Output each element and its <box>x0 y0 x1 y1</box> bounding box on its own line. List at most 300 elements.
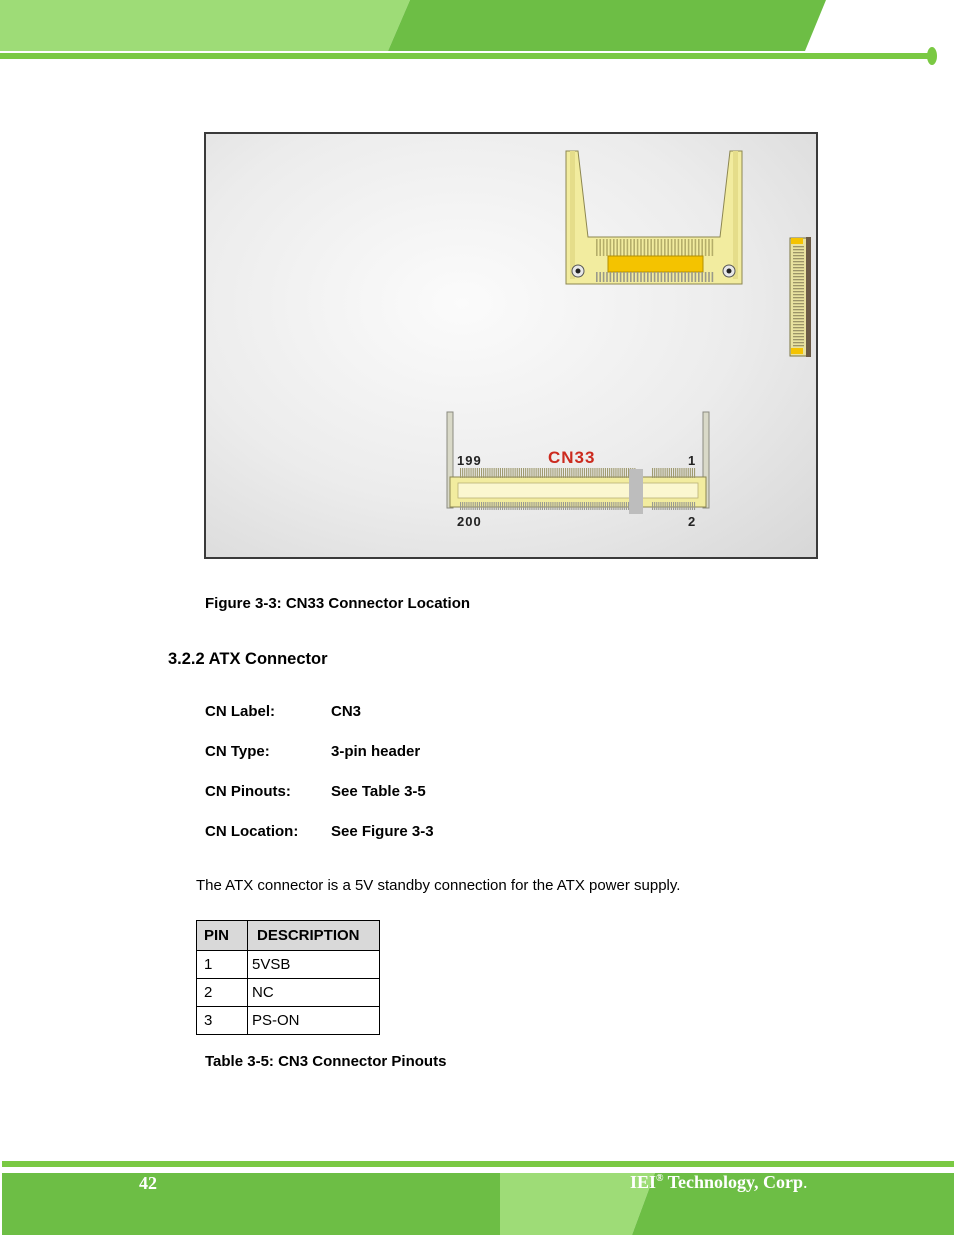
connector-pin <box>691 239 693 256</box>
connector-pin <box>479 502 480 510</box>
connector-pin <box>613 468 614 478</box>
connector-pin <box>468 502 469 510</box>
table-caption: Table 3-5: CN3 Connector Pinouts <box>205 1053 447 1070</box>
connector-pin <box>576 502 577 510</box>
table-header-pin: PIN <box>197 921 248 951</box>
connector-pin <box>613 502 614 510</box>
connector-pin <box>527 502 528 510</box>
connector-pin <box>605 502 606 510</box>
connector-pin <box>504 502 505 510</box>
connector-pin <box>622 502 623 510</box>
connector-pin <box>624 468 625 478</box>
connector-pin <box>684 468 685 478</box>
connector-pin <box>471 502 472 510</box>
connector-pin <box>692 502 693 510</box>
connector-pin <box>671 239 673 256</box>
connector-pin <box>691 272 693 282</box>
connector-pin <box>679 502 680 510</box>
connector-pin <box>571 502 572 510</box>
connector-pin <box>559 502 560 510</box>
connector-pin <box>620 272 622 282</box>
connector-pin <box>473 502 474 510</box>
connector-pin <box>513 502 514 510</box>
connector-pin <box>671 468 672 478</box>
connector-pin <box>485 468 486 478</box>
connector-pin <box>609 502 610 510</box>
table-cell-pin: 2 <box>197 979 248 1007</box>
connector-pin <box>540 468 541 478</box>
connector-pin <box>679 468 680 478</box>
connector-pin <box>618 468 619 478</box>
spec-label-cn-type: CN Type: <box>205 743 270 760</box>
connector-pin <box>597 468 598 478</box>
connector-pin <box>671 502 672 510</box>
connector-pin <box>686 468 687 478</box>
footer-banner <box>0 1158 954 1235</box>
table-row <box>197 951 380 979</box>
connector-pin <box>656 468 657 478</box>
connector-pin <box>793 330 804 331</box>
board-figure <box>204 132 818 559</box>
connector-pin <box>519 468 520 478</box>
connector-pin <box>536 502 537 510</box>
connector-pin <box>496 502 497 510</box>
connector-pin <box>657 272 659 282</box>
figure-caption: Figure 3-3: CN33 Connector Location <box>205 595 471 612</box>
connector-pin <box>557 468 558 478</box>
table-row <box>197 979 380 1007</box>
connector-pin <box>640 239 642 256</box>
connector-pin <box>654 239 656 256</box>
connector-pin <box>506 468 507 478</box>
connector-pin <box>544 502 545 510</box>
connector-pin <box>677 502 678 510</box>
connector-pin <box>466 468 467 478</box>
connector-pin <box>613 272 615 282</box>
connector-pin <box>582 468 583 478</box>
connector-pin <box>667 239 669 256</box>
connector-pin <box>663 468 664 478</box>
connector-pin <box>510 468 511 478</box>
connector-pin <box>571 468 572 478</box>
connector-pin <box>588 502 589 510</box>
connector-pin <box>793 312 804 313</box>
connector-pin <box>521 468 522 478</box>
connector-pin <box>513 468 514 478</box>
connector-pin <box>793 315 804 316</box>
connector-pin <box>471 468 472 478</box>
table-header-row <box>197 921 380 951</box>
connector-pin <box>674 239 676 256</box>
connector-pin <box>592 502 593 510</box>
connector-pin <box>613 239 615 256</box>
connector-pin <box>610 272 612 282</box>
connector-pin <box>708 239 710 256</box>
connector-pin <box>487 468 488 478</box>
connector-pin <box>487 502 488 510</box>
connector-pin <box>793 321 804 322</box>
connector-pin <box>793 282 804 283</box>
connector-pin <box>546 468 547 478</box>
company-name-rest: Technology, Corp <box>663 1172 804 1192</box>
page-number: 42 <box>139 1173 157 1193</box>
connector-pin <box>599 468 600 478</box>
connector-pin <box>674 272 676 282</box>
connector-pin <box>793 342 804 343</box>
connector-pin <box>523 468 524 478</box>
connector-pin <box>793 300 804 301</box>
pin-199-label: 199 <box>457 453 482 468</box>
connector-pin <box>650 272 652 282</box>
connector-pin <box>644 272 646 282</box>
connector-pin <box>793 264 804 265</box>
connector-pin <box>538 468 539 478</box>
connector-pin <box>616 239 618 256</box>
connector-pin <box>698 239 700 256</box>
connector-pin <box>519 502 520 510</box>
connector-pin <box>462 502 463 510</box>
connector-pin <box>667 502 668 510</box>
connector-pin <box>793 255 804 256</box>
connector-pin <box>481 502 482 510</box>
spec-value-cn-label: CN3 <box>331 703 362 720</box>
connector-pin <box>569 502 570 510</box>
registered-mark: ® <box>656 1173 664 1184</box>
connector-pin <box>793 297 804 298</box>
connector-pin <box>508 468 509 478</box>
connector-pin <box>500 468 501 478</box>
connector-pin <box>542 468 543 478</box>
connector-pin <box>603 272 605 282</box>
connector-pin <box>531 468 532 478</box>
connector-pin <box>567 502 568 510</box>
connector-pin <box>590 468 591 478</box>
connector-pin <box>686 502 687 510</box>
spec-label-cn-pinouts: CN Pinouts: <box>205 783 291 800</box>
pin-1-label: 1 <box>688 453 696 468</box>
connector-pin <box>620 468 621 478</box>
connector-pin <box>626 502 627 510</box>
connector-pin <box>473 468 474 478</box>
connector-pin <box>616 272 618 282</box>
connector-pin <box>599 272 601 282</box>
connector-pin <box>647 272 649 282</box>
connector-pin <box>596 272 598 282</box>
connector-pin <box>793 279 804 280</box>
connector-pin <box>630 272 632 282</box>
connector-pin <box>508 502 509 510</box>
connector-pin <box>695 239 697 256</box>
connector-pin <box>678 239 680 256</box>
connector-pin <box>793 267 804 268</box>
spec-value-cn-location: See Figure 3-3 <box>331 823 434 840</box>
connector-pin <box>667 272 669 282</box>
company-period: . <box>803 1172 808 1192</box>
connector-pin <box>534 468 535 478</box>
connector-pin <box>594 502 595 510</box>
connector-pin <box>701 272 703 282</box>
connector-pin <box>586 502 587 510</box>
connector-pin <box>793 336 804 337</box>
connector-pin <box>660 468 661 478</box>
connector-pin <box>555 502 556 510</box>
connector-pin <box>623 239 625 256</box>
connector-pin <box>565 502 566 510</box>
connector-pin <box>489 502 490 510</box>
connector-pin <box>548 468 549 478</box>
connector-pin <box>504 468 505 478</box>
connector-pin <box>460 502 461 510</box>
connector-pin <box>603 468 604 478</box>
connector-pin <box>627 272 629 282</box>
connector-pin <box>793 291 804 292</box>
connector-pin <box>793 327 804 328</box>
connector-pin <box>658 502 659 510</box>
connector-pin <box>506 502 507 510</box>
connector-pin <box>627 239 629 256</box>
connector-pin <box>793 303 804 304</box>
connector-pin <box>650 239 652 256</box>
connector-pin <box>515 502 516 510</box>
connector-pin <box>620 502 621 510</box>
connector-pin <box>592 468 593 478</box>
connector-pin <box>793 294 804 295</box>
connector-pin <box>494 502 495 510</box>
connector-pin <box>597 502 598 510</box>
connector-pin <box>615 502 616 510</box>
connector-pin <box>633 272 635 282</box>
connector-pin <box>599 502 600 510</box>
connector-pin <box>647 239 649 256</box>
connector-pin <box>694 502 695 510</box>
connector-pin <box>667 468 668 478</box>
connector-pin <box>561 468 562 478</box>
connector-pin <box>610 239 612 256</box>
section-title: 3.2.2 ATX Connector <box>168 650 328 668</box>
connector-pin <box>510 502 511 510</box>
connector-pin <box>665 468 666 478</box>
connector-pin <box>552 502 553 510</box>
connector-pin <box>681 272 683 282</box>
connector-pin <box>684 272 686 282</box>
connector-pin <box>607 468 608 478</box>
connector-pin <box>594 468 595 478</box>
pin-200-label: 200 <box>457 514 482 529</box>
connector-pin <box>601 468 602 478</box>
connector-pin <box>460 468 461 478</box>
connector-pin <box>694 468 695 478</box>
connector-pin <box>652 502 653 510</box>
connector-pin <box>496 468 497 478</box>
connector-pin <box>596 239 598 256</box>
connector-pin <box>673 468 674 478</box>
connector-pin <box>705 239 707 256</box>
connector-pin <box>464 468 465 478</box>
connector-pin <box>654 272 656 282</box>
connector-pin <box>688 468 689 478</box>
connector-pin <box>540 502 541 510</box>
connector-pin <box>712 272 714 282</box>
connector-pin <box>529 502 530 510</box>
table-cell-description: 5VSB <box>248 951 380 979</box>
connector-pin <box>525 468 526 478</box>
connector-pin <box>492 502 493 510</box>
connector-pin <box>483 468 484 478</box>
connector-pin <box>603 239 605 256</box>
connector-pin <box>678 272 680 282</box>
connector-pin <box>681 239 683 256</box>
connector-pin <box>675 502 676 510</box>
connector-pin <box>578 502 579 510</box>
connector-pin <box>793 249 804 250</box>
connector-pin <box>793 306 804 307</box>
connector-pin <box>485 502 486 510</box>
connector-pin <box>793 333 804 334</box>
connector-pin <box>661 272 663 282</box>
connector-pin <box>489 468 490 478</box>
connector-pin <box>701 239 703 256</box>
connector-pin <box>688 272 690 282</box>
fpc-connector <box>790 237 811 357</box>
spec-label-cn-location: CN Location: <box>205 823 299 840</box>
cf-socket <box>566 151 742 284</box>
connector-pin <box>527 468 528 478</box>
connector-pin <box>481 468 482 478</box>
connector-pin <box>677 468 678 478</box>
connector-pin <box>552 468 553 478</box>
connector-pin <box>669 502 670 510</box>
connector-pin <box>462 468 463 478</box>
connector-pin <box>793 339 804 340</box>
connector-pin <box>517 468 518 478</box>
connector-pin <box>626 468 627 478</box>
connector-pin <box>618 502 619 510</box>
connector-pin <box>599 239 601 256</box>
connector-pin <box>523 502 524 510</box>
connector-pin <box>515 468 516 478</box>
connector-pin <box>517 502 518 510</box>
connector-pin <box>588 468 589 478</box>
connector-pin <box>563 502 564 510</box>
connector-pin <box>698 272 700 282</box>
connector-pin <box>663 502 664 510</box>
connector-pin <box>793 246 804 247</box>
connector-pin <box>590 502 591 510</box>
connector-pin <box>492 468 493 478</box>
connector-pin <box>681 468 682 478</box>
connector-pin <box>494 468 495 478</box>
connector-pin <box>538 502 539 510</box>
cn33-label: CN33 <box>548 448 596 467</box>
connector-pin <box>637 239 639 256</box>
connector-pin <box>669 468 670 478</box>
connector-pin <box>695 272 697 282</box>
connector-pin <box>573 502 574 510</box>
connector-pin <box>584 502 585 510</box>
connector-pin <box>623 272 625 282</box>
board-diagram <box>206 134 816 557</box>
connector-pin <box>664 239 666 256</box>
spec-value-cn-pinouts: See Table 3-5 <box>331 783 426 800</box>
connector-pin <box>531 502 532 510</box>
connector-pin <box>793 270 804 271</box>
connector-pin <box>576 468 577 478</box>
connector-pin <box>475 502 476 510</box>
connector-pin <box>692 468 693 478</box>
company-brand: IEI <box>630 1172 657 1192</box>
connector-pin <box>580 468 581 478</box>
connector-pin <box>569 468 570 478</box>
connector-pin <box>684 239 686 256</box>
connector-pin <box>660 502 661 510</box>
connector-pin <box>708 272 710 282</box>
connector-pin <box>658 468 659 478</box>
connector-pin <box>684 502 685 510</box>
connector-pin <box>793 258 804 259</box>
table-header-description: DESCRIPTION <box>248 921 380 951</box>
connector-pin <box>565 468 566 478</box>
connector-pin <box>681 502 682 510</box>
connector-pin <box>479 468 480 478</box>
connector-pin <box>498 468 499 478</box>
connector-pin <box>468 468 469 478</box>
spec-value-cn-type: 3-pin header <box>331 743 421 760</box>
connector-pin <box>477 502 478 510</box>
connector-pin <box>630 239 632 256</box>
connector-pin <box>605 468 606 478</box>
connector-pin <box>671 272 673 282</box>
connector-pin <box>573 468 574 478</box>
connector-pin <box>793 252 804 253</box>
table-row <box>197 1007 380 1035</box>
connector-pin <box>477 468 478 478</box>
connector-pin <box>793 345 804 346</box>
connector-pin <box>466 502 467 510</box>
connector-pin <box>584 468 585 478</box>
connector-pin <box>620 239 622 256</box>
connector-pin <box>793 288 804 289</box>
connector-pin <box>688 502 689 510</box>
connector-pin <box>502 468 503 478</box>
connector-pin <box>654 468 655 478</box>
connector-pin <box>628 502 629 510</box>
spec-label-cn-label: CN Label: <box>205 703 276 720</box>
connector-pin <box>550 502 551 510</box>
pin-2-label: 2 <box>688 514 696 529</box>
connector-pin <box>548 502 549 510</box>
connector-pin <box>582 502 583 510</box>
connector-pin <box>563 468 564 478</box>
connector-pin <box>603 502 604 510</box>
connector-pin <box>622 468 623 478</box>
connector-pin <box>580 502 581 510</box>
connector-pin <box>561 502 562 510</box>
connector-pin <box>611 468 612 478</box>
table-cell-pin: 1 <box>197 951 248 979</box>
header-banner <box>0 0 954 70</box>
connector-pin <box>712 239 714 256</box>
connector-pin <box>557 502 558 510</box>
connector-pin <box>624 502 625 510</box>
connector-pin <box>665 502 666 510</box>
connector-pin <box>534 502 535 510</box>
description-paragraph: The ATX connector is a 5V standby connection for the ATX power supply. <box>196 877 681 894</box>
connector-pin <box>525 502 526 510</box>
connector-pin <box>475 468 476 478</box>
connector-pin <box>606 239 608 256</box>
connector-pin <box>483 502 484 510</box>
connector-pin <box>559 468 560 478</box>
